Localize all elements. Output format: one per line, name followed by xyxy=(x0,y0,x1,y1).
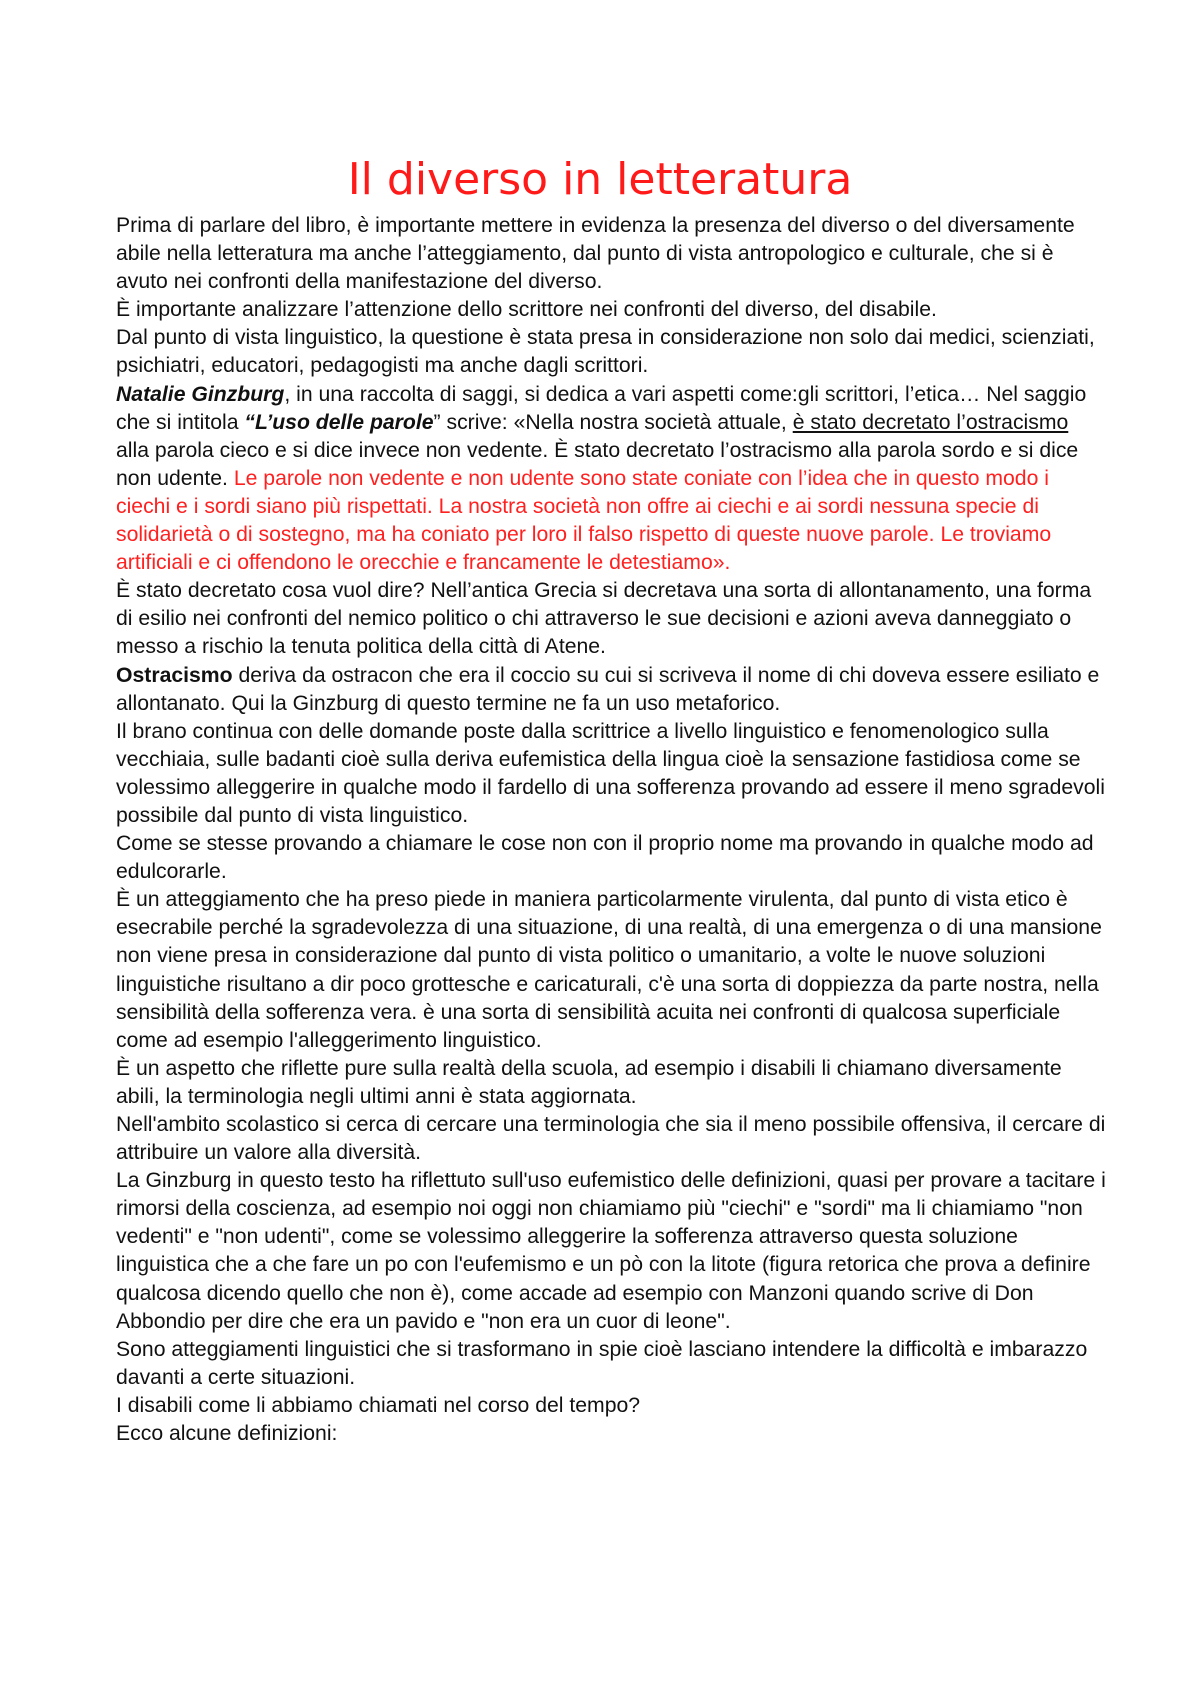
paragraph-decreed: È stato decretato cosa vuol dire? Nell’antica Grecia si decretava una sorta di allontanamento, una forma di esilio nei confronti del nemico politico o chi attraverso le sue decisioni e azioni aveva danneggiato o messo a rischio la tenuta politica della città di Atene. xyxy=(116,579,1092,659)
paragraph-linguistic: Dal punto di vista linguistico, la questione è stata presa in considerazione non solo dai medici, scienziati, psichiatri, educatori, pedagogisti ma anche dagli scrittori. xyxy=(116,326,1095,378)
author-name: Natalie Ginzburg xyxy=(116,382,285,406)
paragraph-questions: Il brano continua con delle domande poste dalla scrittrice a livello linguistico e fenomenologico sulla vecchiaia, sulle badanti cioè sulla deriva eufemistica della lingua cioè la sensazione fastidiosa come se volessimo alleggerire in qualche modo il fardello di una sofferenza provando ad essere il meno sgradevoli possibile dal punto di vista linguistico. xyxy=(116,719,1105,827)
ginzburg-text-1: , in una raccolta di saggi, si dedica a vari aspetti come:gli scrittori, l’etica… Nel saggio che si intitola xyxy=(116,382,1087,434)
document-title: Il diverso in letteratura xyxy=(347,154,853,205)
term-ostracismo: Ostracismo xyxy=(116,663,233,687)
paragraph-attention: È importante analizzare l’attenzione dello scrittore nei confronti del diverso, del disabile. xyxy=(116,298,937,322)
red-quote: Le parole non vedente e non udente sono state coniate con l’idea che in questo modo i ciechi e i sordi siano più rispettati. La nostra società non offre ai ciechi e ai sordi nessuna specie di solidarietà o di sostegno, ma ha coniato per loro il falso rispetto di queste nuove parole. Le troviamo artificiali e ci offendono le orecchie e francamente le detestiamo». xyxy=(116,466,1052,575)
paragraph-euphemism: La Ginzburg in questo testo ha riflettuto sull'uso eufemistico delle definizioni, quasi per provare a tacitare i rimorsi della coscienza, ad esempio noi oggi non chiamiamo più "ciechi" e "sordi" ma li chiamiamo "non vedenti" e "non udenti", come se volessimo alleggerire la sofferenza attraverso questa soluzione linguistica che a che fare un po con l'eufemismo e un pò con la litote (figura retorica che prova a definire qualcosa dicendo quello che non è), come accade ad esempio con Manzoni quando scrive di Don Abbondio per dire che era un pavido e "non era un cuor di leone". xyxy=(116,1169,1106,1333)
ginzburg-text-3: alla parola cieco e si dice invece non vedente. È stato decretato l’ostracismo alla parola sordo e si dice non udente. xyxy=(116,438,1079,490)
paragraph-intro: Prima di parlare del libro, è importante mettere in evidenza la presenza del diverso o del diversamente abile nella letteratura ma anche l’atteggiamento, dal punto di vista antropologico e culturale, che si è avuto nei confronti della manifestazione del diverso. xyxy=(116,214,1075,294)
paragraph-terminology: Nell'ambito scolastico si cerca di cercare una terminologia che sia il meno possibile offensiva, il cercare di attribuire un valore alla diversità. xyxy=(116,1113,1106,1165)
ginzburg-text-2: ” scrive: «Nella nostra società attuale, xyxy=(433,410,793,434)
paragraph-school: È un aspetto che riflette pure sulla realtà della scuola, ad esempio i disabili li chiamano diversamente abili, la terminologia negli ultimi anni è stata aggiornata. xyxy=(116,1056,1062,1108)
paragraph-attitudes: Sono atteggiamenti linguistici che si trasformano in spie cioè lasciano intendere la difficoltà e imbarazzo davanti a certe situazioni. xyxy=(116,1337,1088,1389)
ostracism-text: deriva da ostracon che era il coccio su cui si scriveva il nome di chi doveva essere esiliato e allontanato. Qui la Ginzburg di questo termine ne fa un uso metaforico. xyxy=(116,663,1100,715)
paragraph-definitions: Ecco alcune definizioni: xyxy=(116,1422,338,1446)
paragraph-question: I disabili come li abbiamo chiamati nel corso del tempo? xyxy=(116,1393,641,1417)
paragraph-naming: Come se stesse provando a chiamare le cose non con il proprio nome ma provando in qualche modo ad edulcorarle. xyxy=(116,832,1094,884)
paragraph-ginzburg xyxy=(116,381,1106,578)
document-body xyxy=(116,212,1106,1448)
paragraph-ostracism xyxy=(116,662,1106,718)
underlined-phrase: è stato decretato l’ostracismo xyxy=(792,410,1069,434)
paragraph-attitude: È un atteggiamento che ha preso piede in maniera particolarmente virulenta, dal punto di vista etico è esecrabile perché la sgradevolezza di una situazione, di una realtà, di una emergenza o di una mansione non viene presa in considerazione dal punto di vista politico o umanitario, a volte le nuove soluzioni linguistiche risultano a dir poco grottesche e caricaturali, c'è una sorta di doppiezza da parte nostra, nella sensibilità della sofferenza vera. è una sorta di sensibilità acuita nei confronti di qualcosa superficiale come ad esempio l'alleggerimento linguistico. xyxy=(116,888,1102,1052)
essay-title: “L’uso delle parole xyxy=(244,410,434,434)
